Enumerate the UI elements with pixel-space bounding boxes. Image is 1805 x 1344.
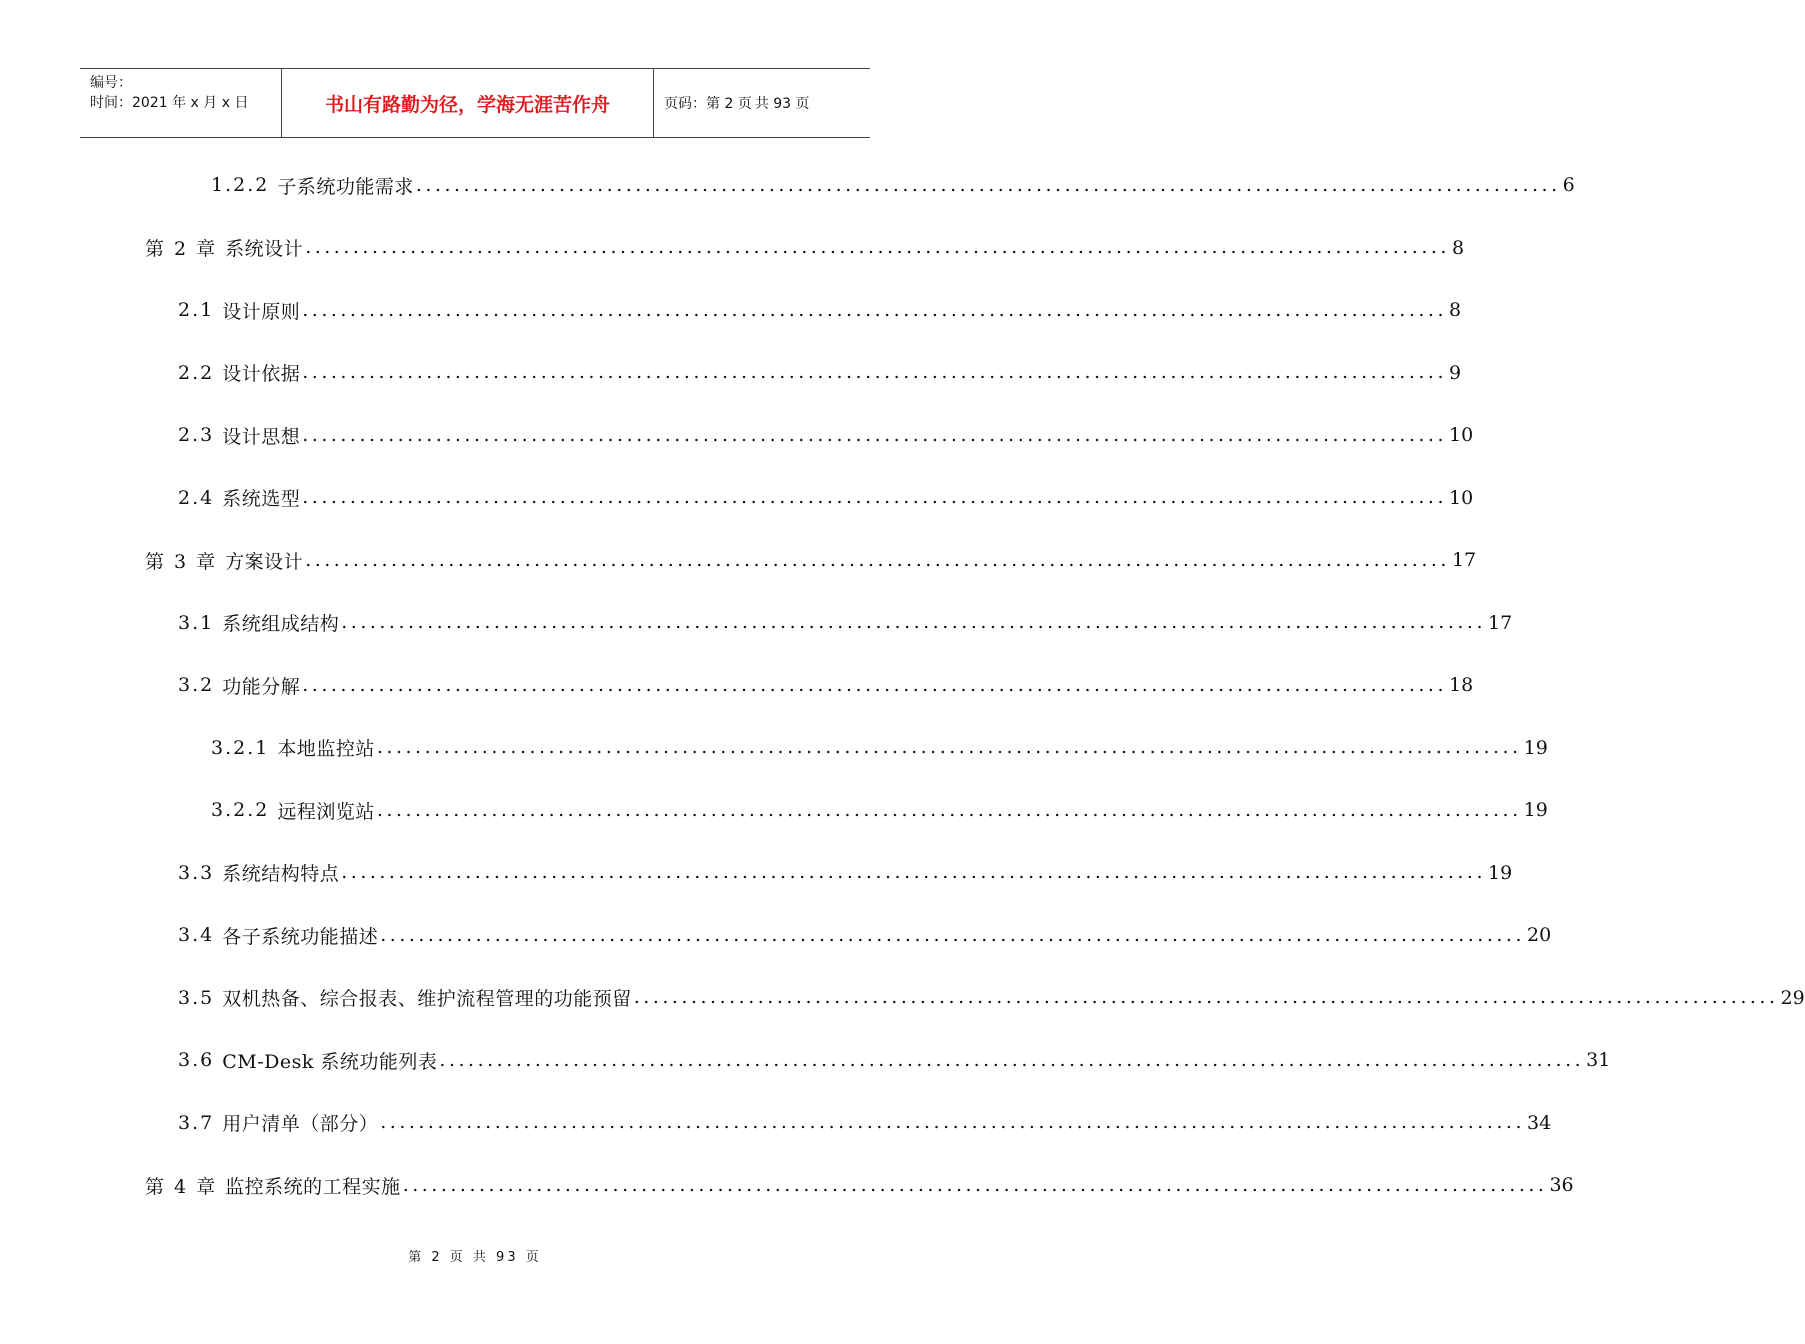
toc-leader-dots: ........................................................................................................................	[376, 736, 1522, 758]
toc-entry-heading	[178, 984, 632, 1011]
toc-entry-page: 18	[1448, 674, 1474, 696]
doc-number-label: 编号：	[90, 75, 132, 91]
toc-entry-page: 17	[1487, 611, 1513, 634]
toc-entry[interactable]	[0, 733, 1548, 763]
toc-leader-dots: ........................................................................................................................	[439, 1048, 1585, 1071]
toc-entry-page: 36	[1549, 1174, 1574, 1196]
toc-entry-title: 系统组成结构	[222, 613, 340, 635]
toc-entry-number: 3.1	[178, 611, 215, 634]
toc-entry-heading	[145, 234, 303, 261]
toc-leader-dots: ........................................................................................................................	[302, 673, 1447, 696]
toc-entry-page: 6	[1562, 174, 1575, 196]
toc-entry-title: 系统结构特点	[222, 863, 340, 885]
toc-entry-heading	[145, 547, 303, 574]
toc-entry[interactable]	[0, 608, 1513, 638]
toc-entry-page: 8	[1448, 299, 1462, 321]
toc-leader-dots: ........................................................................................................................	[376, 798, 1522, 821]
toc-entry-number: 第 2 章	[145, 238, 218, 260]
toc-entry-page: 29	[1780, 986, 1805, 1009]
toc-entry-title: 用户清单（部分）	[222, 1113, 379, 1135]
toc-entry[interactable]	[0, 1108, 1552, 1138]
toc-leader-dots: ........................................................................................................................	[305, 236, 1450, 258]
toc-entry-title: 设计思想	[222, 425, 301, 448]
toc-entry-number: 3.4	[178, 924, 215, 946]
toc-entry-heading	[178, 859, 339, 886]
toc-entry-number: 3.3	[178, 861, 215, 884]
toc-entry-heading	[178, 609, 339, 636]
toc-entry[interactable]	[0, 233, 1465, 263]
toc-entry-number: 2.2	[178, 361, 215, 384]
toc-entry-heading	[211, 734, 375, 761]
toc-entry[interactable]	[0, 295, 1462, 325]
toc-entry-title: 各子系统功能描述	[222, 925, 379, 948]
toc-entry-number: 3.6	[178, 1049, 215, 1071]
header-total-label: 共 93 页	[754, 96, 810, 112]
toc-leader-dots: ........................................................................................................................	[302, 298, 1447, 321]
toc-entry-number: 3.2	[178, 674, 215, 696]
toc-leader-dots: ........................................................................................................................	[305, 548, 1450, 571]
toc-leader-dots: ........................................................................................................................	[380, 923, 1525, 946]
toc-entry-page: 17	[1451, 549, 1477, 571]
toc-entry-page: 19	[1523, 736, 1548, 759]
toc-entry-heading	[178, 484, 300, 511]
toc-entry[interactable]	[0, 920, 1552, 950]
toc-entry-number: 2.3	[178, 424, 215, 446]
toc-entry[interactable]	[0, 358, 1462, 388]
toc-entry-number: 第 3 章	[145, 550, 218, 573]
toc-leader-dots: ........................................................................................................................	[402, 1173, 1548, 1196]
toc-entry-number: 3.2.1	[211, 736, 270, 759]
toc-entry-title: 系统设计	[225, 238, 304, 260]
toc-entry-page: 19	[1523, 799, 1548, 821]
toc-entry-title: 功能分解	[222, 675, 301, 698]
doc-date-label: 时间：2021 年 x 月 x 日	[90, 95, 249, 111]
toc-entry-title: 监控系统的工程实施	[225, 1175, 401, 1198]
toc-entry-title: 双机热备、综合报表、维护流程管理的功能预留	[222, 988, 632, 1010]
toc-entry-page: 34	[1526, 1111, 1552, 1134]
toc-entry[interactable]	[0, 670, 1474, 700]
toc-entry-title: CM-Desk 系统功能列表	[222, 1050, 438, 1073]
toc-entry-number: 第 4 章	[145, 1175, 218, 1198]
toc-entry-heading	[178, 297, 300, 324]
toc-leader-dots: ........................................................................................................................	[302, 361, 1447, 383]
page-footer: 第 2 页 共 93 页	[408, 1250, 542, 1265]
page-header	[80, 68, 870, 138]
toc-entry-number: 2.1	[178, 299, 215, 321]
toc-leader-dots: ........................................................................................................................	[341, 611, 1486, 633]
toc-entry[interactable]	[0, 545, 1477, 575]
toc-entry-title: 设计依据	[222, 363, 301, 385]
toc-entry-heading	[178, 359, 300, 386]
toc-entry-heading	[178, 922, 378, 949]
toc-entry-page: 31	[1586, 1049, 1611, 1071]
toc-entry-title: 远程浏览站	[277, 800, 375, 823]
toc-entry-number: 2.4	[178, 486, 215, 509]
toc-leader-dots: ........................................................................................................................	[415, 173, 1561, 196]
toc-entry[interactable]	[0, 420, 1474, 450]
toc-leader-dots: ........................................................................................................................	[302, 423, 1447, 446]
toc-entry-number: 1.2.2	[211, 174, 270, 196]
toc-entry[interactable]	[0, 1170, 1574, 1200]
toc-entry-heading	[178, 1047, 437, 1074]
header-info	[80, 69, 281, 137]
toc-entry-heading	[178, 1109, 378, 1136]
toc-entry-title: 本地监控站	[277, 738, 375, 760]
toc-entry[interactable]	[0, 1045, 1611, 1075]
toc-entry-heading	[211, 797, 375, 824]
toc-leader-dots: ........................................................................................................................	[341, 861, 1486, 883]
toc-entry-number: 3.5	[178, 986, 215, 1009]
toc-entry-heading	[178, 422, 300, 449]
toc-entry-number: 3.2.2	[211, 799, 270, 821]
toc-entry-heading	[211, 172, 414, 199]
toc-entry[interactable]	[0, 483, 1474, 513]
toc-entry-number: 3.7	[178, 1111, 215, 1134]
toc-leader-dots: ........................................................................................................................	[633, 986, 1779, 1008]
toc-entry-page: 8	[1451, 236, 1465, 259]
toc-entry-page: 20	[1526, 924, 1552, 946]
toc-entry[interactable]	[0, 170, 1575, 200]
toc-entry[interactable]	[0, 983, 1805, 1013]
toc-entry-title: 系统选型	[222, 488, 301, 510]
header-motto: 书山有路勤为径，学海无涯苦作舟	[281, 69, 654, 137]
toc-entry-title: 设计原则	[222, 300, 301, 323]
toc-entry-title: 子系统功能需求	[277, 175, 414, 198]
header-page-info	[654, 69, 870, 137]
toc-entry-page: 10	[1448, 486, 1474, 509]
toc-leader-dots: ........................................................................................................................	[380, 1111, 1525, 1133]
toc-entry-page: 19	[1487, 861, 1513, 884]
toc-leader-dots: ........................................................................................................................	[302, 486, 1447, 508]
toc-entry[interactable]	[0, 858, 1513, 888]
toc-entry-page: 9	[1448, 361, 1462, 384]
toc-entry-heading	[145, 1172, 401, 1199]
toc-entry[interactable]	[0, 795, 1548, 825]
toc-entry-title: 方案设计	[225, 550, 304, 573]
header-page-label: 页码：第 2 页	[664, 96, 752, 112]
toc-entry-heading	[178, 672, 300, 699]
toc-entry-page: 10	[1448, 424, 1474, 446]
